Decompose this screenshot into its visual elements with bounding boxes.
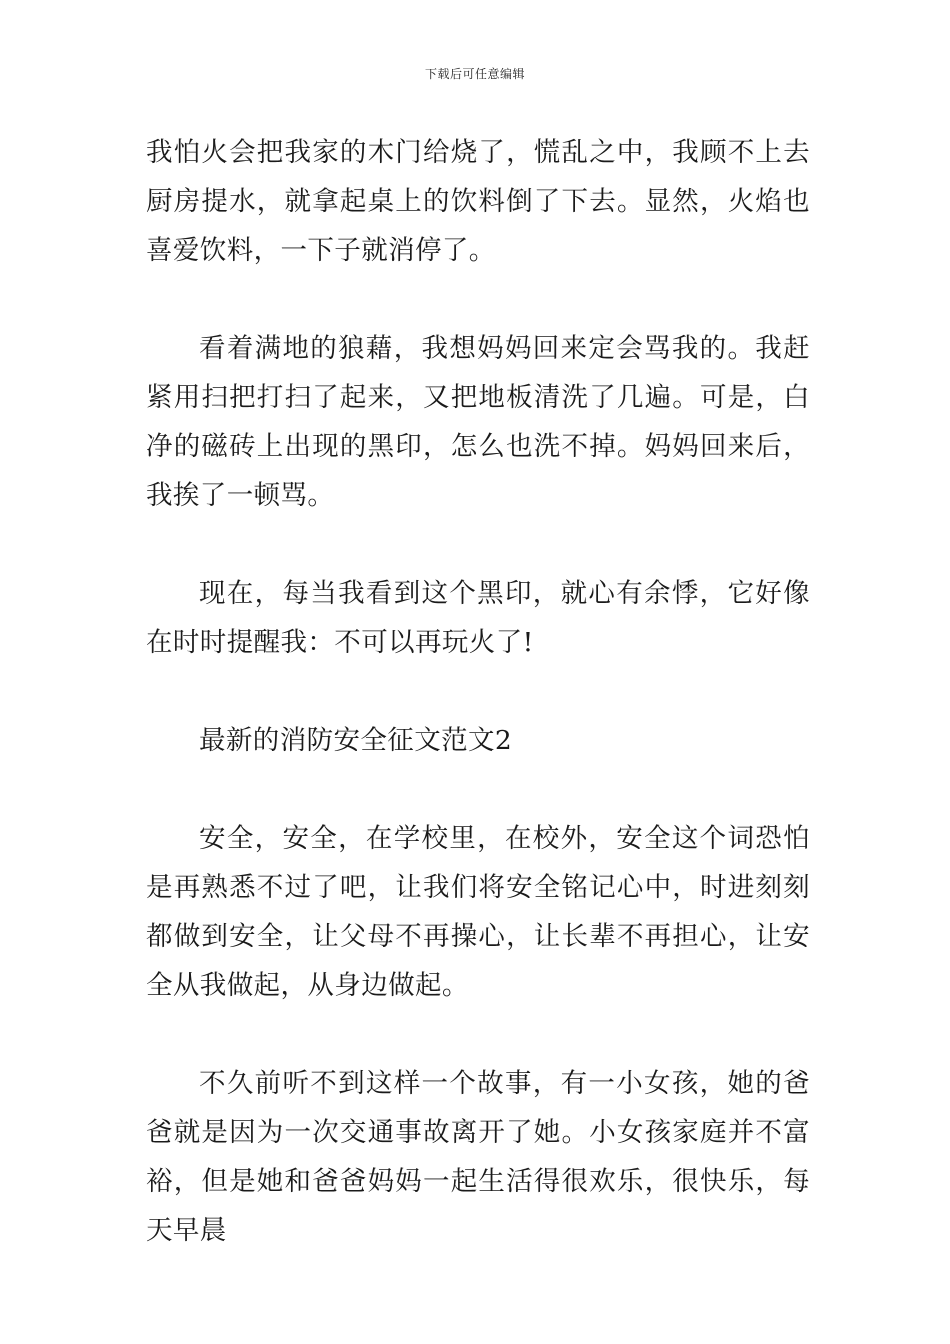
paragraph-gap bbox=[146, 275, 810, 324]
paragraph-3: 现在，每当我看到这个黑印，就心有余悸，它好像在时时提醒我：不可以再玩火了! bbox=[146, 578, 810, 658]
paragraph-1: 我怕火会把我家的木门给烧了，慌乱之中，我顾不上去厨房提水，就拿起桌上的饮料倒了下去。显然，火焰也喜爱饮料，一下子就消停了。 bbox=[146, 137, 810, 266]
section-heading: 最新的消防安全征文范文2 bbox=[199, 725, 513, 756]
paragraph-gap bbox=[146, 520, 810, 569]
paragraph-5: 不久前听不到这样一个故事，有一小女孩，她的爸爸就是因为一次交通事故离开了她。小女孩家庭并不富裕，但是她和爸爸妈妈一起生活得很欢乐，很快乐，每天早晨 bbox=[146, 1068, 810, 1246]
paragraph-gap bbox=[146, 765, 810, 814]
paragraph-2: 看着满地的狼藉，我想妈妈回来定会骂我的。我赶紧用扫把打扫了起来，又把地板清洗了几遍。可是，白净的磁砖上出现的黑印，怎么也洗不掉。妈妈回来后，我挨了一顿骂。 bbox=[146, 333, 810, 511]
header-note: 下载后可任意编辑 bbox=[424, 67, 525, 81]
paragraph-gap bbox=[146, 667, 810, 716]
paragraph-gap bbox=[146, 1010, 810, 1059]
document-body bbox=[146, 128, 810, 1255]
paragraph-4: 安全，安全，在学校里，在校外，安全这个词恐怕是再熟悉不过了吧，让我们将安全铭记心中，时进刻刻都做到安全，让父母不再操心，让长辈不再担心，让安全从我做起，从身边做起。 bbox=[146, 823, 810, 1001]
